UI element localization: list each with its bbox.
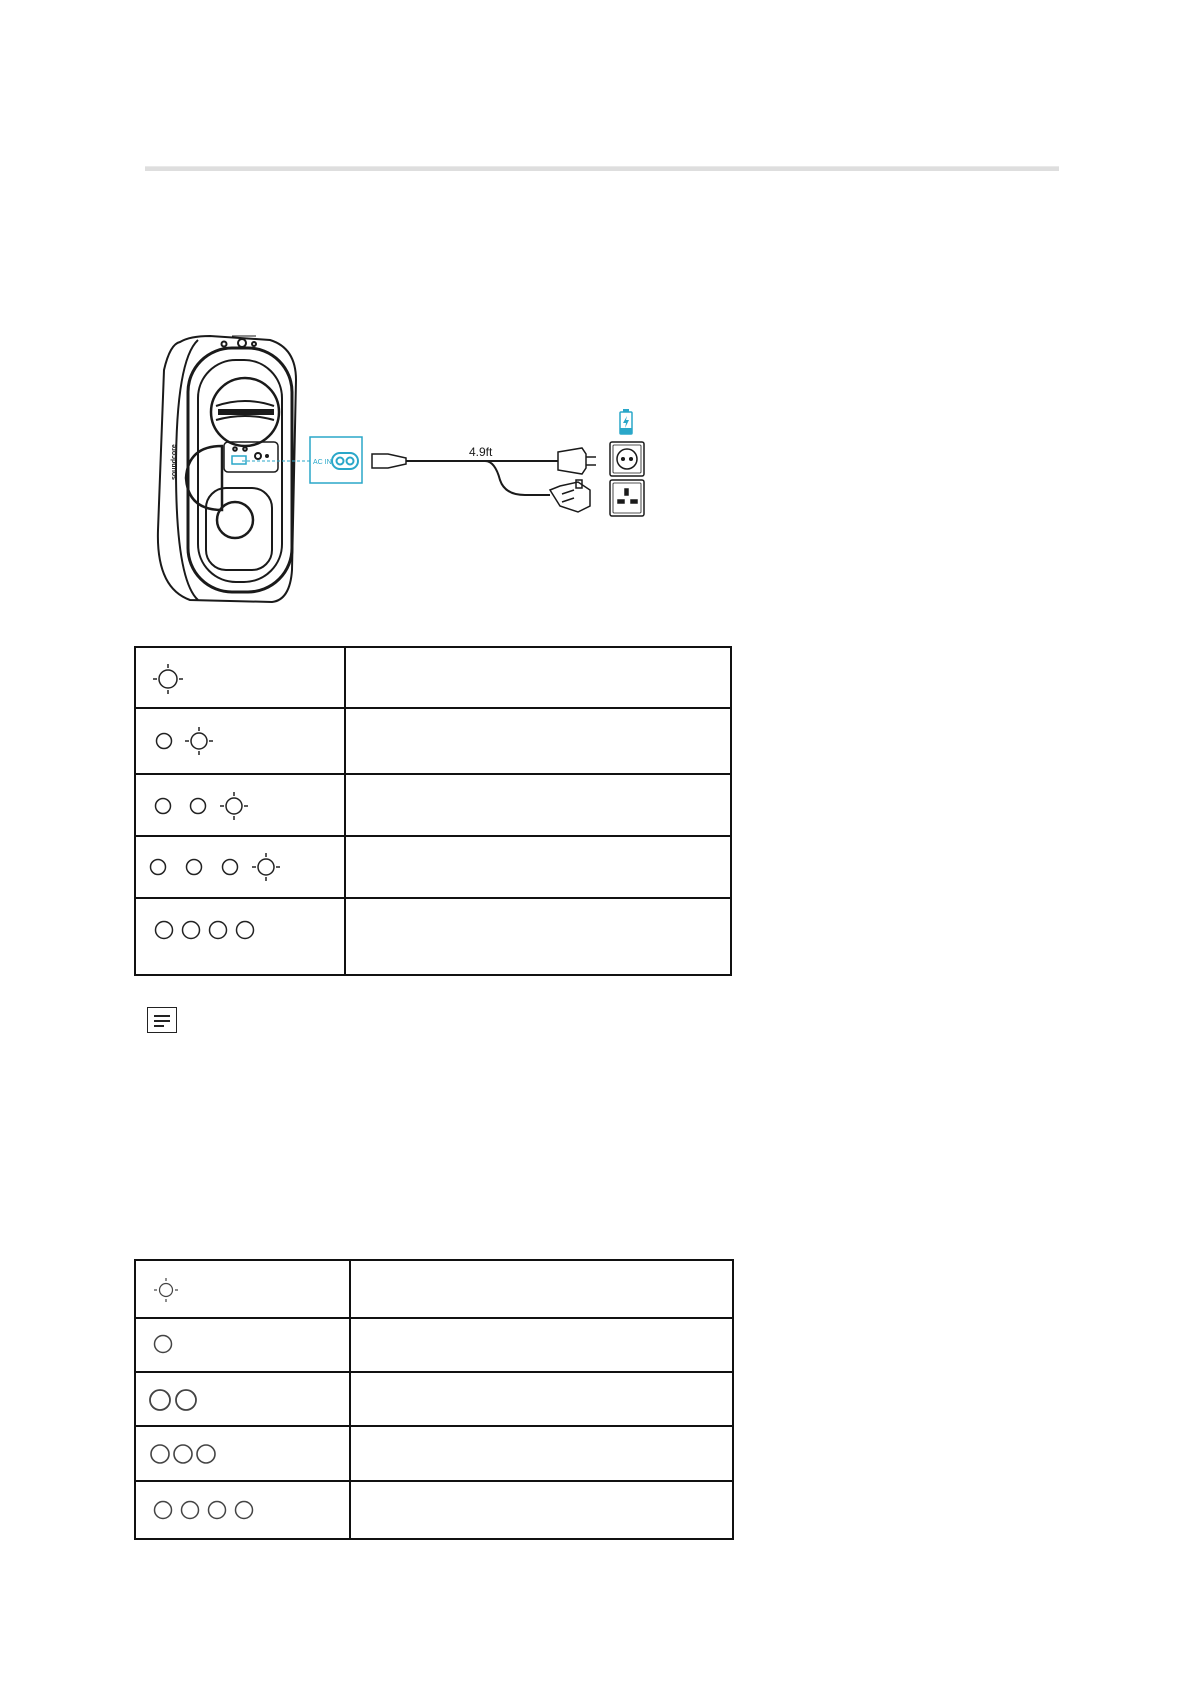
ac-in-callout <box>310 437 362 483</box>
table-row <box>135 774 731 836</box>
header-divider <box>145 166 1059 171</box>
led-solid-3-icon <box>136 1428 349 1480</box>
led-description <box>345 836 731 898</box>
table-row <box>135 647 731 708</box>
port-label: AC IN <box>313 459 332 466</box>
led-indicator-cell <box>135 774 345 836</box>
led-description <box>350 1318 733 1372</box>
led-indicator-cell <box>135 1260 350 1318</box>
table-row <box>135 1426 733 1481</box>
table-row <box>135 836 731 898</box>
battery-led-table <box>134 1259 734 1540</box>
charging-illustration <box>150 330 730 610</box>
led-solid-3-blink-1-icon <box>136 838 344 897</box>
cable-length-label: 4.9ft <box>469 445 493 459</box>
led-description <box>350 1372 733 1426</box>
led-solid-1-icon <box>136 1320 349 1371</box>
battery-charging-icon <box>620 409 632 434</box>
led-description <box>345 708 731 774</box>
table-row <box>135 708 731 774</box>
uk-outlet-icon <box>610 480 644 516</box>
led-description <box>350 1426 733 1481</box>
led-description <box>345 647 731 708</box>
led-solid-1-blink-1-icon <box>136 710 344 773</box>
led-solid-4-icon <box>136 1483 349 1538</box>
led-description <box>345 774 731 836</box>
table-row <box>135 1481 733 1539</box>
table-row <box>135 1372 733 1426</box>
led-description <box>350 1260 733 1318</box>
led-indicator-cell <box>135 647 345 708</box>
led-indicator-cell <box>135 1318 350 1372</box>
led-description <box>345 898 731 975</box>
led-indicator-cell <box>135 898 345 975</box>
led-indicator-cell <box>135 1426 350 1481</box>
led-blink-1-icon <box>136 649 344 707</box>
eu-outlet-icon <box>610 442 644 476</box>
table-row <box>135 1260 733 1318</box>
uk-plug-icon <box>550 480 590 512</box>
led-indicator-cell <box>135 1481 350 1539</box>
eu-plug-icon <box>558 448 596 474</box>
charging-led-table <box>134 646 732 976</box>
led-solid-2-icon <box>136 1374 349 1425</box>
charging-diagram <box>150 330 730 610</box>
led-indicator-cell <box>135 836 345 898</box>
table-row <box>135 1318 733 1372</box>
note-icon <box>147 1007 177 1033</box>
led-indicator-cell <box>135 708 345 774</box>
led-blink-1-icon <box>136 1262 349 1317</box>
power-cable <box>372 454 558 495</box>
led-description <box>350 1481 733 1539</box>
led-solid-2-blink-1-icon <box>136 776 344 835</box>
led-solid-4-icon <box>136 900 344 974</box>
speaker-illustration <box>158 336 296 602</box>
svg-text:soundcore: soundcore <box>171 444 178 480</box>
led-indicator-cell <box>135 1372 350 1426</box>
table-row <box>135 898 731 975</box>
